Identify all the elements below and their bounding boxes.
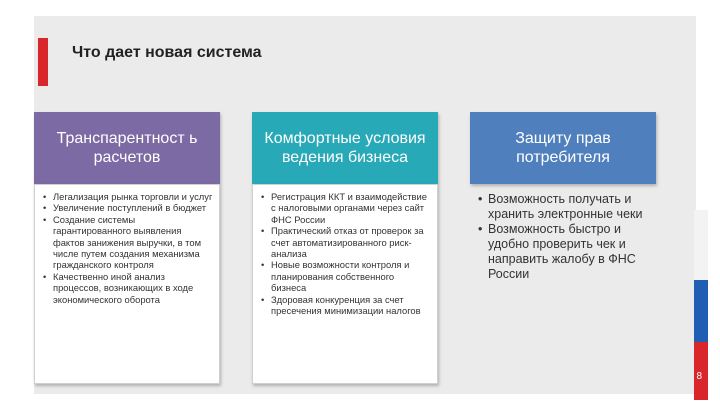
column-header: Транспарентност ь расчетов [34, 112, 220, 184]
list-item: • Качественно иной анализ процессов, возникающих в ходе экономического оборота [53, 271, 213, 305]
list-item: • Практический отказ от проверок за счет автоматизированного риск-анализа [271, 225, 431, 259]
list-item: • Новые возможности контроля и планирования собственного бизнеса [271, 259, 431, 293]
column-transparency [34, 112, 220, 384]
list-item: • Создание системы гарантированного выявления фактов занижения выручки, в том числе путем создания механизма гражданского контроля [53, 214, 213, 271]
column-consumer [470, 112, 656, 288]
list-item: • Регистрация ККТ и взаимодействие с налоговыми органами через сайт ФНС России [271, 191, 431, 225]
column-header: Комфортные условия ведения бизнеса [252, 112, 438, 184]
list-item: • Увеличение поступлений в бюджет [53, 202, 213, 213]
column-body [470, 184, 656, 288]
slide-title: Что дает новая система [72, 44, 262, 61]
bullet-list [41, 191, 213, 305]
bullet-list [259, 191, 431, 316]
list-item: • Здоровая конкуренция за счет пресечения минимизации налогов [271, 294, 431, 317]
flag-white-stripe [694, 210, 708, 280]
list-item: • Возможность быстро и удобно проверить чек и направить жалобу в ФНС России [488, 222, 650, 282]
flag-blue-stripe [694, 280, 708, 342]
list-item: • Возможность получать и хранить электронные чеки [488, 192, 650, 222]
list-item: • Легализация рынка торговли и услуг [53, 191, 213, 202]
column-header: Защиту прав потребителя [470, 112, 656, 184]
bullet-list [476, 192, 650, 282]
column-business [252, 112, 438, 384]
column-body [34, 184, 220, 384]
page-number: 8 [696, 371, 702, 382]
column-body [252, 184, 438, 384]
accent-bar [38, 38, 48, 86]
